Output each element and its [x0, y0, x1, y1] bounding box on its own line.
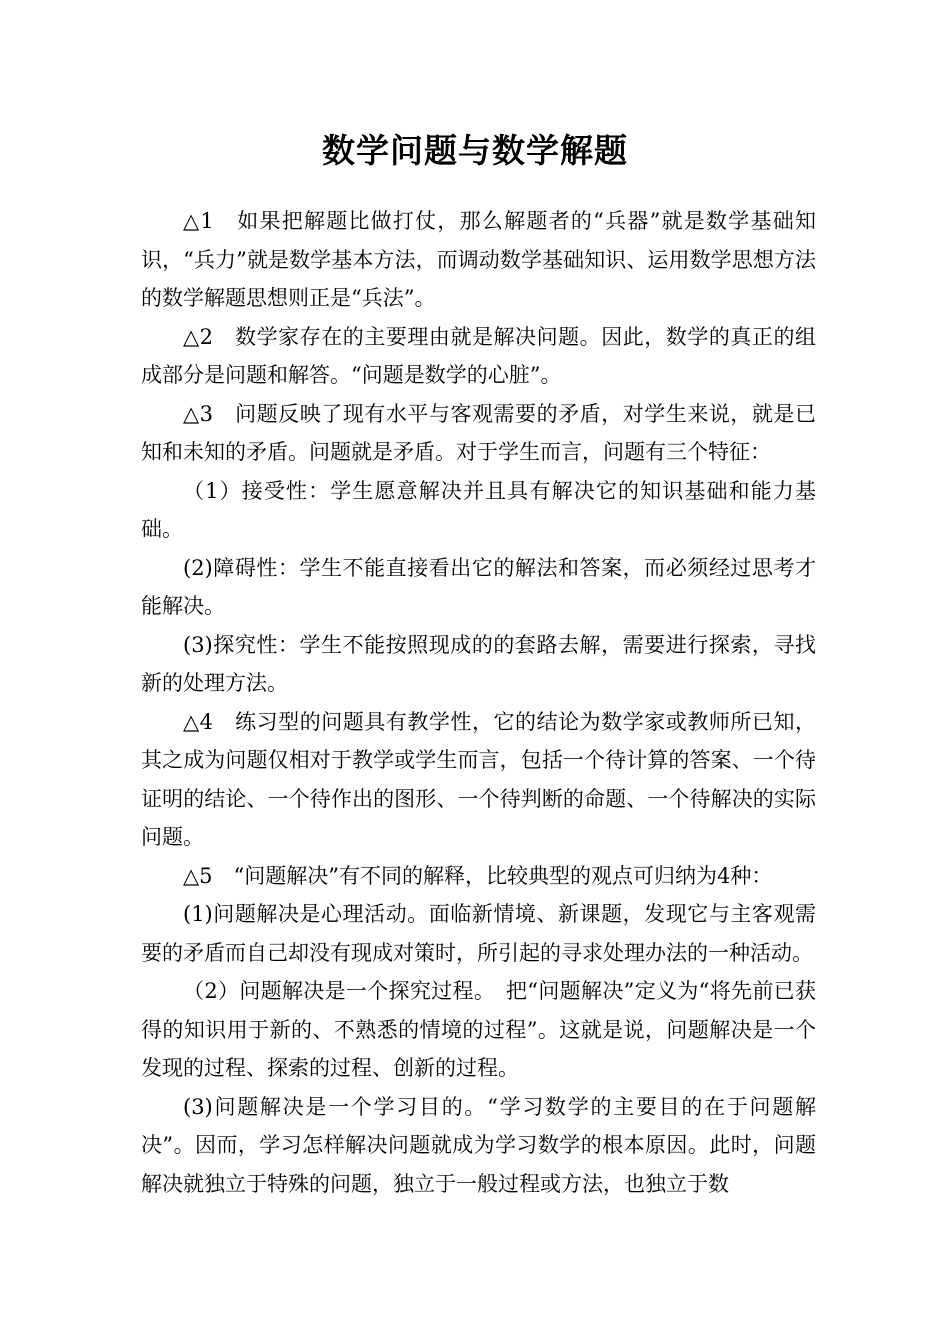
paragraph-11: (3)问题解决是一个学习目的。“学习数学的主要目的在于问题解决”。因而，学习怎样解决问题就成为学习数学的根本原因。此时，问题解决就独立于特殊的问题，独立于一般过程或方法，也独立于数	[141, 1094, 816, 1196]
paragraph-7: △4 练习型的问题具有教学性，它的结论为数学家或教师所已知，其之成为问题仅相对于教学或学生而言，包括一个待计算的答案、一个待证明的结论、一个待作出的图形、一个待判断的命题、一个待解决的实际问题。	[141, 709, 816, 849]
paragraph-2: △2 数学家存在的主要理由就是解决问题。因此，数学的真正的组成部分是问题和解答。“问题是数学的心脏”。	[141, 324, 816, 387]
paragraph-9: (1)问题解决是心理活动。面临新情境、新课题，发现它与主客观需要的矛盾而自己却没有现成对策时，所引起的寻求处理办法的一种活动。	[141, 902, 816, 965]
paragraph-6: (3)探究性：学生不能按照现成的的套路去解，需要进行探索，寻找新的处理方法。	[141, 632, 816, 695]
paragraph-8: △5 “问题解决”有不同的解释，比较典型的观点可归纳为4种：	[183, 863, 773, 888]
paragraph-1: △1 如果把解题比做打仗，那么解题者的“兵器”就是数学基础知识，“兵力”就是数学基本方法，而调动数学基础知识、运用数学思想方法的数学解题思想则正是“兵法”。	[141, 209, 816, 310]
paragraph-4: （1）接受性：学生愿意解决并且具有解决它的知识基础和能力基础。	[141, 478, 816, 541]
document-body	[141, 202, 816, 1203]
paragraph-10: （2）问题解决是一个探究过程。 把“问题解决”定义为“将先前已获得的知识用于新的、不熟悉的情境的过程”。这就是说，问题解决是一个发现的过程、探索的过程、创新的过程。	[141, 979, 816, 1080]
paragraph-3: △3 问题反映了现有水平与客观需要的矛盾，对学生来说，就是已知和未知的矛盾。问题就是矛盾。对于学生而言，问题有三个特征：	[141, 401, 816, 464]
paragraph-5: (2)障碍性：学生不能直接看出它的解法和答案，而必须经过思考才能解决。	[141, 555, 816, 618]
document-title: 数学问题与数学解题	[322, 131, 628, 170]
